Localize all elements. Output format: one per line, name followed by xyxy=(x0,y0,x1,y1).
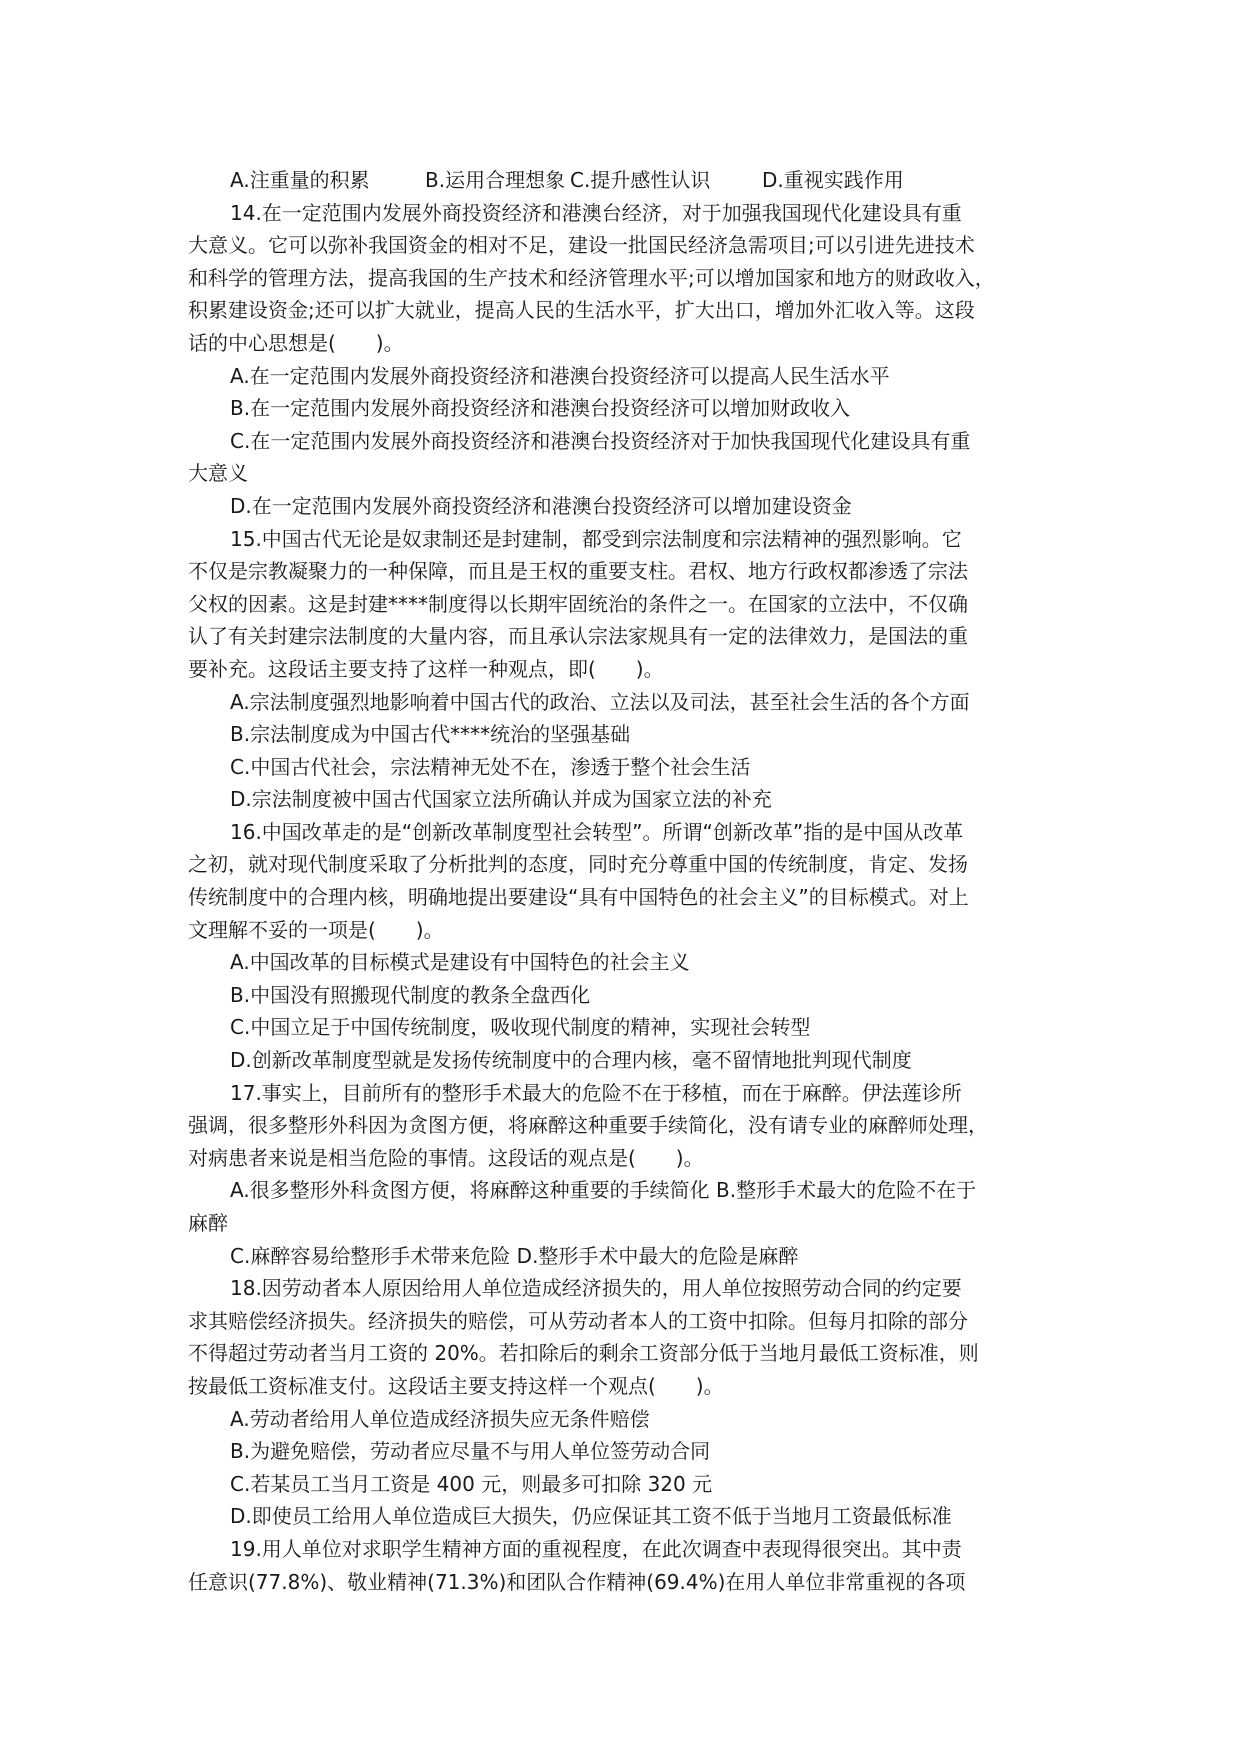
text-line: C.麻醉容易给整形手术带来危险 D.整形手术中最大的危险是麻醉 xyxy=(230,1243,799,1268)
text-line: 和科学的管理方法，提高我国的生产技术和经济管理水平;可以增加国家和地方的财政收入， xyxy=(188,265,995,290)
text-line: D.创新改革制度型就是发扬传统制度中的合理内核，毫不留情地批判现代制度 xyxy=(230,1048,912,1073)
text-line: 强调，很多整形外科因为贪图方便，将麻醉这种重要手续简化，没有请专业的麻醉师处理， xyxy=(188,1113,988,1138)
text-line: 话的中心思想是( )。 xyxy=(188,330,404,355)
text-line: B.在一定范围内发展外商投资经济和港澳台投资经济可以增加财政收入 xyxy=(230,396,851,421)
text-line: A.劳动者给用人单位造成经济损失应无条件赔偿 xyxy=(230,1406,650,1431)
text-line: C.在一定范围内发展外商投资经济和港澳台投资经济对于加快我国现代化建设具有重 xyxy=(230,428,971,453)
text-line: 17.事实上，目前所有的整形手术最大的危险不在于移植，而在于麻醉。伊法莲诊所 xyxy=(230,1080,962,1105)
document-body xyxy=(188,164,1058,1598)
text-line: A.宗法制度强烈地影响着中国古代的政治、立法以及司法，甚至社会生活的各个方面 xyxy=(230,689,970,714)
text-line: 16.中国改革走的是“创新改革制度型社会转型”。所谓“创新改革”指的是中国从改革 xyxy=(230,819,964,844)
text-line: C.中国立足于中国传统制度，吸收现代制度的精神，实现社会转型 xyxy=(230,1015,811,1040)
text-line: A.在一定范围内发展外商投资经济和港澳台投资经济可以提高人民生活水平 xyxy=(230,363,890,388)
text-line: 对病患者来说是相当危险的事情。这段话的观点是( )。 xyxy=(188,1145,704,1170)
text-line: 任意识(77.8%)、敬业精神(71.3%)和团队合作精神(69.4%)在用人单位非常重视的各项 xyxy=(188,1569,966,1594)
text-line: B.为避免赔偿，劳动者应尽量不与用人单位签劳动合同 xyxy=(230,1439,711,1464)
text-line: 不仅是宗教凝聚力的一种保障，而且是王权的重要支柱。君权、地方行政权都渗透了宗法 xyxy=(188,559,968,584)
text-line: A.很多整形外科贪图方便，将麻醉这种重要的手续简化 B.整形手术最大的危险不在于 xyxy=(230,1178,977,1203)
text-line: 不得超过劳动者当月工资的 20%。若扣除后的剩余工资部分低于当地月最低工资标准，则 xyxy=(188,1341,979,1366)
q13-options-row xyxy=(188,164,1058,197)
text-line: C.中国古代社会，宗法精神无处不在，渗透于整个社会生活 xyxy=(230,754,751,779)
text-line: A.中国改革的目标模式是建设有中国特色的社会主义 xyxy=(230,950,690,975)
text-line: 父权的因素。这是封建****制度得以长期牢固统治的条件之一。在国家的立法中，不仅确 xyxy=(188,591,968,616)
text-line: D.宗法制度被中国古代国家立法所确认并成为国家立法的补充 xyxy=(230,787,772,812)
text-line: 传统制度中的合理内核，明确地提出要建设“具有中国特色的社会主义”的目标模式。对上 xyxy=(188,885,969,910)
text-line: 按最低工资标准支付。这段话主要支持这样一个观点( )。 xyxy=(188,1373,724,1398)
q13-option-a: A.注重量的积累 xyxy=(230,168,370,192)
text-line: 求其赔偿经济损失。经济损失的赔偿，可从劳动者本人的工资中扣除。但每月扣除的部分 xyxy=(188,1308,968,1333)
text-line: 麻醉 xyxy=(188,1211,228,1235)
text-line: 积累建设资金;还可以扩大就业，提高人民的生活水平，扩大出口，增加外汇收入等。这段 xyxy=(188,298,975,323)
text-line: 之初，就对现代制度采取了分析批判的态度，同时充分尊重中国的传统制度，肯定、发扬 xyxy=(188,852,968,877)
text-line: D.即使员工给用人单位造成巨大损失，仍应保证其工资不低于当地月工资最低标准 xyxy=(230,1504,952,1529)
text-line: 18.因劳动者本人原因给用人单位造成经济损失的，用人单位按照劳动合同的约定要 xyxy=(230,1276,962,1301)
text-line: 大意义 xyxy=(188,461,248,486)
q13-option-c: C.提升感性认识 xyxy=(570,168,711,192)
q13-option-b: B.运用合理想象 xyxy=(425,168,566,192)
text-line: 大意义。它可以弥补我国资金的相对不足，建设一批国民经济急需项目;可以引进先进技术 xyxy=(188,233,975,258)
text-line: 要补充。这段话主要支持了这样一种观点，即( )。 xyxy=(188,656,664,681)
text-line: C.若某员工当月工资是 400 元，则最多可扣除 320 元 xyxy=(230,1471,713,1496)
text-line: 文理解不妥的一项是( )。 xyxy=(188,917,444,942)
text-line: 19.用人单位对求职学生精神方面的重视程度，在此次调查中表现得很突出。其中责 xyxy=(230,1536,962,1561)
q13-option-d: D.重视实践作用 xyxy=(762,168,904,192)
text-line: 14.在一定范围内发展外商投资经济和港澳台经济，对于加强我国现代化建设具有重 xyxy=(230,200,962,225)
text-line: 15.中国古代无论是奴隶制还是封建制，都受到宗法制度和宗法精神的强烈影响。它 xyxy=(230,526,962,551)
text-line: B.中国没有照搬现代制度的教条全盘西化 xyxy=(230,982,591,1007)
text-line: 认了有关封建宗法制度的大量内容，而且承认宗法家规具有一定的法律效力，是国法的重 xyxy=(188,624,968,649)
text-line: B.宗法制度成为中国古代****统治的坚强基础 xyxy=(230,722,631,747)
text-line: D.在一定范围内发展外商投资经济和港澳台投资经济可以增加建设资金 xyxy=(230,493,852,518)
